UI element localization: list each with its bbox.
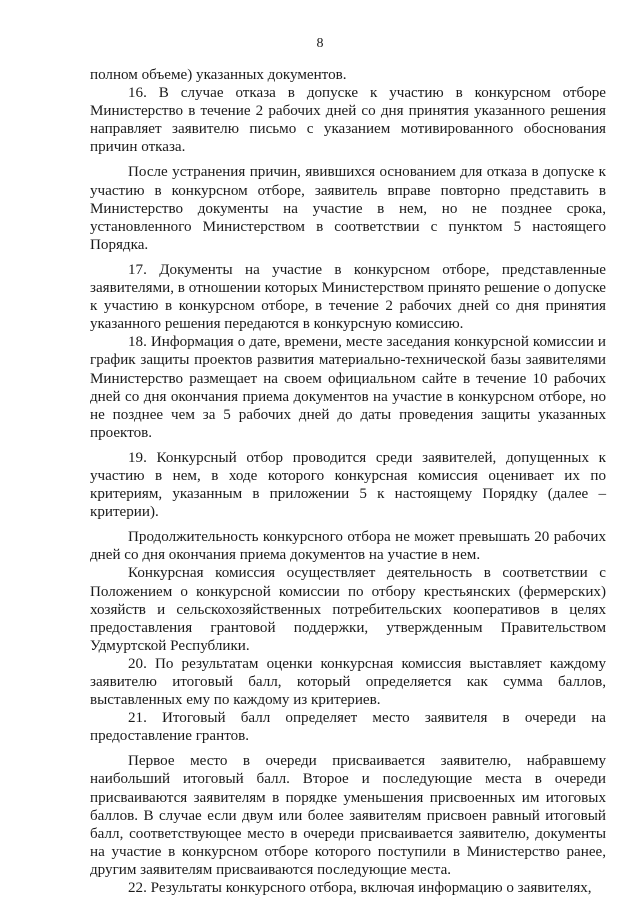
page-number: 8 [316, 36, 324, 51]
paragraph-clause-18: 18. Информация о дате, времени, месте заседания конкурсной комиссии и график защиты проектов развития материально-технической базы заявителями Министерство размещает на своем официальном сайте в течение 10 рабочих дней со дня окончания приема документов на участие в конкурсном отборе, но не позднее чем за 5 рабочих дней до даты проведения защиты указанных проектов. [90, 334, 606, 441]
paragraph-clause-17: 17. Документы на участие в конкурсном отборе, представленные заявителями, в отношении которых Министерством принято решение о допуске к участию в конкурсном отборе, в течение 2 рабочих дней со дня принятия указанного решения передаются в конкурсную комиссию. [90, 261, 606, 333]
paragraph-clause-19-duration: Продолжительность конкурсного отбора не может превышать 20 рабочих дней со дня окончания приема документов на участие в нем. [90, 529, 606, 564]
paragraph-clause-19-commission: Конкурсная комиссия осуществляет деятельность в соответствии с Положением о конкурсной комиссии по отбору крестьянских (фермерских) хозяйств и сельскохозяйственных потребительских кооперативов в целях предоставления грантовой поддержки, утвержденным Правительством Удмуртской Республики. [90, 565, 606, 654]
paragraph-clause-22: 22. Результаты конкурсного отбора, включая информацию о заявителях, [128, 880, 592, 897]
paragraph-clause-21: 21. Итоговый балл определяет место заявителя в очереди на предоставление грантов. [90, 710, 606, 745]
paragraph-clause-21-ranking: Первое место в очереди присваивается заявителю, набравшему наибольший итоговый балл. Второе и последующие места в очереди присваиваются заявителям в порядке уменьшения присвоенных им итоговых баллов. В случае если двум или более заявителям присвоен равный итоговый балл, соответствующее место в очереди присваивается заявителю, документы на участие в конкурсном отборе которого поступили в Министерство ранее, другим заявителям присваиваются последующие места. [90, 753, 606, 878]
paragraph-clause-16: 16. В случае отказа в допуске к участию в конкурсном отборе Министерство в течение 2 рабочих дней со дня принятия указанного решения направляет заявителю письмо с указанием мотивированного обоснования причин отказа. [90, 85, 606, 156]
paragraph-clause-20: 20. По результатам оценки конкурсная комиссия выставляет каждому заявителю итоговый балл, который определяется как сумма баллов, выставленных ему по каждому из критериев. [90, 655, 606, 709]
paragraph-clause-19: 19. Конкурсный отбор проводится среди заявителей, допущенных к участию в нем, в ходе которого конкурсная комиссия оценивает их по критериям, указанным в приложении 5 к настоящему Порядку (далее – критерии). [90, 449, 606, 521]
paragraph-clause-16-resubmission: После устранения причин, явившихся основанием для отказа в допуске к участию в конкурсном отборе, заявитель вправе повторно представить в Министерство документы на участие в нем, но не позднее срока, установленного Министерством в соответствии с пунктом 5 настоящего Порядка. [90, 164, 606, 253]
document-body [90, 66, 606, 897]
paragraph-continuation: полном объеме) указанных документов. [90, 67, 347, 83]
